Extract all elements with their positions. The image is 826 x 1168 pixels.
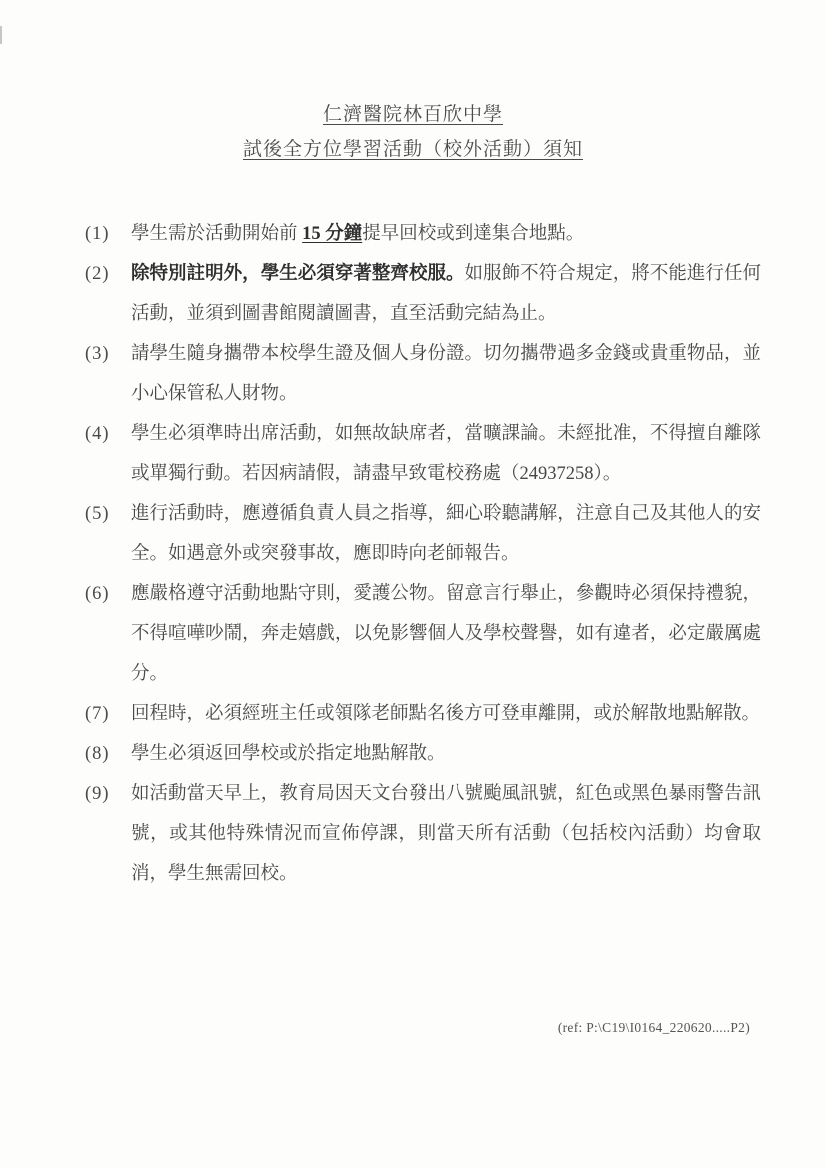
item-number: (6) (85, 584, 110, 604)
notice-item-3 (85, 334, 761, 414)
item-text: 回程時，必須經班主任或領隊老師點名後方可登車離開，或於解散地點解散。 (131, 704, 761, 724)
item-number: (8) (85, 744, 110, 764)
item-text (131, 254, 761, 334)
item-number: (7) (85, 704, 110, 724)
item-number: (2) (85, 264, 110, 284)
item-text (131, 214, 761, 254)
item-text: 學生必須準時出席活動，如無故缺席者，當曠課論。未經批准，不得擅自離隊或單獨行動。若因病請假，請盡早致電校務處（24937258）。 (131, 424, 761, 484)
item-text: 學生必須返回學校或於指定地點解散。 (131, 744, 446, 764)
reference-note: (ref: P:\C19\I0164_220620.....P2) (557, 1020, 750, 1035)
notice-item-8 (85, 734, 761, 774)
scan-edge-artifact (0, 26, 2, 44)
item-text: 請學生隨身攜帶本校學生證及個人身份證。切勿攜帶過多金錢或貴重物品，並小心保管私人財物。 (131, 344, 761, 404)
item-text: 進行活動時，應遵循負責人員之指導，細心聆聽講解，注意自己及其他人的安全。如遇意外或突發事故，應即時向老師報告。 (131, 504, 761, 564)
item-text-segment: 提早回校或到達集合地點。 (362, 224, 585, 244)
item-number: (5) (85, 504, 110, 524)
item-text: 應嚴格遵守活動地點守則，愛護公物。留意言行舉止，參觀時必須保持禮貌，不得喧嘩吵鬧，奔走嬉戲，以免影響個人及學校聲譽，如有違者，必定嚴厲處分。 (131, 584, 761, 684)
notice-item-4 (85, 414, 761, 494)
item-text: 如活動當天早上，教育局因天文台發出八號颱風訊號，紅色或黑色暴雨警告訊號，或其他特殊情況而宣佈停課，則當天所有活動（包括校內活動）均會取消，學生無需回校。 (131, 784, 761, 884)
notice-item-6 (85, 574, 761, 694)
item-text-segment: 如服飾不符合規定，將不能進行任何活動，並須到圖書館閱讀圖書，直至活動完結為止。 (131, 264, 761, 324)
item-number: (3) (85, 344, 110, 364)
item-number: (9) (85, 784, 110, 804)
notice-item-2 (85, 254, 761, 334)
school-name: 仁濟醫院林百欣中學 (322, 104, 503, 125)
notice-item-9 (85, 774, 761, 894)
notice-item-1 (85, 214, 761, 254)
item-text-segment-emphasis: 15 分鐘 (302, 224, 363, 244)
item-number: (4) (85, 424, 110, 444)
item-text-segment-emphasis: 除特別註明外，學生必須穿著整齊校服。 (131, 264, 465, 284)
document-header (0, 97, 826, 167)
item-text-segment: 學生需於活動開始前 (131, 224, 303, 244)
notice-list (85, 214, 761, 894)
notice-item-5 (85, 494, 761, 574)
notice-item-7 (85, 694, 761, 734)
item-number: (1) (85, 224, 110, 244)
document-title: 試後全方位學習活動（校外活動）須知 (242, 139, 583, 160)
